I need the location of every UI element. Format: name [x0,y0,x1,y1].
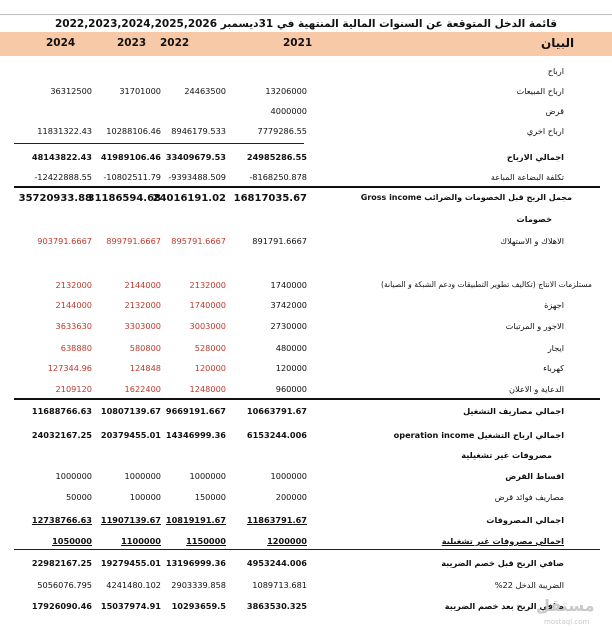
cell-2021: 16817035.67 [233,193,307,204]
header-2023: 2023 [117,37,147,49]
row-separator [14,549,600,550]
row-label: صافي الربح بعد خصم الضريبة [444,601,564,611]
column-header-row [0,32,612,56]
cell-2021: 2730000 [270,321,307,331]
cell-2023: 2144000 [124,280,161,290]
row-label: مجمل الربح قبل الخصومات والضرائب Gross income [360,193,572,202]
cell-2023: 899791.6667 [106,236,161,246]
row-label: مستلزمات الانتاج (تكاليف تطوير التطبيقات ودعم الشبكة و الصيانة) [380,280,592,289]
cell-2022: 1248000 [189,384,226,394]
cell-2022: 10293659.5 [171,601,226,611]
cell-2024: 22982167.25 [31,558,92,568]
cell-2024: 1050000 [52,536,92,546]
row-label: قرض [545,106,564,116]
cell-2024: 50000 [65,492,92,502]
row-label: خصومات [516,214,552,224]
cell-2024: 127344.96 [47,363,92,373]
cell-2021: -8168250.878 [249,172,307,182]
cell-2024: 36312500 [50,86,92,96]
cell-2022: 33409679.53 [165,152,226,162]
row-label: صافي الربح قبل خصم الضريبة [441,558,564,568]
cell-2024: 903791.6667 [37,236,92,246]
cell-2021: 13206000 [265,86,307,96]
cell-2022: 1740000 [189,300,226,310]
cell-2021: 1000000 [270,471,307,481]
cell-2024: 5056076.795 [37,580,92,590]
cell-2022: 2132000 [189,280,226,290]
row-label: اجمالي مصاريف التشغيل [463,406,564,416]
cell-2023: 31701000 [119,86,161,96]
row-label: اجهزة [544,300,564,310]
cell-2021: 480000 [275,343,307,353]
row-label: كهرباء [543,363,564,373]
row-label: اجمالي ارباح التشغيل operation income [393,430,564,440]
cell-2023: 20379455.01 [100,430,161,440]
cell-2023: 1000000 [124,471,161,481]
cell-2022: 8946179.533 [171,126,226,136]
row-label: اجمالي المصروفات [486,515,564,525]
row-label: تكلفة البضاعة المباعة [490,172,564,182]
cell-2021: 891791.6667 [252,236,307,246]
cell-2023: 10288106.46 [106,126,161,136]
cell-2023: 100000 [129,492,161,502]
row-label: مصاريف فوائد قرض [494,492,564,502]
cell-2021: 7779286.55 [257,126,307,136]
cell-2024: 1000000 [55,471,92,481]
cell-2021: 120000 [275,363,307,373]
cell-2022: 120000 [194,363,226,373]
cell-2024: 2144000 [55,300,92,310]
row-separator [14,186,600,188]
cell-2023: -10802511.79 [103,172,161,182]
header-label: البيان [541,36,575,50]
cell-2022: 1000000 [189,471,226,481]
cell-2022: 528000 [194,343,226,353]
cell-2023: 11907139.67 [100,515,161,525]
cell-2024: 17926090.46 [31,601,92,611]
cell-2022: -9393488.509 [168,172,226,182]
cell-2024: 12738766.63 [31,515,92,525]
cell-2023: 124848 [129,363,161,373]
header-2024: 2024 [46,37,76,49]
cell-2023: 10807139.67 [100,406,161,416]
cell-2021: 4953244.006 [246,558,307,568]
cell-2023: 580800 [129,343,161,353]
row-label: الضريبة الدخل 22% [494,580,564,590]
cell-2021: 1200000 [267,536,307,546]
row-label: الاهلاك و الاستهلاك [500,236,564,246]
cell-2022: 3003000 [189,321,226,331]
cell-2023: 41989106.46 [100,152,161,162]
cell-2022: 1150000 [186,536,226,546]
cell-2022: 14346999.36 [165,430,226,440]
cell-2024: -12422888.55 [34,172,92,182]
cell-2021: 960000 [275,384,307,394]
cell-2021: 10663791.67 [246,406,307,416]
row-label: اجمالي الارباح [506,152,564,162]
cell-2024: 638880 [60,343,92,353]
cell-2024: 11688766.63 [31,406,92,416]
cell-2021: 200000 [275,492,307,502]
cell-2022: 150000 [194,492,226,502]
cell-2024: 3633630 [55,321,92,331]
row-label: مصروفات غير تشغيلية [461,450,552,460]
cell-2024: 48143822.43 [31,152,92,162]
cell-2023: 2132000 [124,300,161,310]
cell-2022: 24463500 [184,86,226,96]
cell-2021: 6153244.006 [246,430,307,440]
cell-2024: 24032167.25 [31,430,92,440]
cell-2021: 3863530.325 [246,601,307,611]
cell-2022: 10819191.67 [165,515,226,525]
cell-2024: 2109120 [55,384,92,394]
cell-2023: 3303000 [124,321,161,331]
cell-2023: 1622400 [124,384,161,394]
cell-2022: 895791.6667 [171,236,226,246]
cell-2024: 2132000 [55,280,92,290]
cell-2021: 1740000 [270,280,307,290]
row-label: ارباح اخري [526,126,564,136]
statement-title [0,14,612,34]
row-label: اجمالي مصروفات غير تشغيلية [441,536,564,546]
row-label: الاجور و المرتبات [505,321,564,331]
cell-2022: 24016191.02 [152,193,226,204]
cell-2022: 9669191.667 [165,406,226,416]
cell-2024: 35720933.88 [18,193,92,204]
mostaql-watermark-logo: مستقل [536,596,595,615]
cell-2023: 31186594.68 [87,193,161,204]
cell-2021: 4000000 [270,106,307,116]
cell-2022: 2903339.858 [171,580,226,590]
cell-2021: 24985286.55 [246,152,307,162]
row-separator [14,398,600,400]
row-label: ايجار [547,343,564,353]
row-label: ارباح المبيعات [516,86,564,96]
cell-2022: 13196999.36 [165,558,226,568]
cell-2021: 11863791.67 [246,515,307,525]
row-separator [14,143,304,144]
cell-2021: 3742000 [270,300,307,310]
statement-title-text: قائمة الدخل المتوقعة عن السنوات المالية المنتهية في 31ديسمبر 2022,2023,2024,2025,2026 [54,18,558,30]
cell-2023: 4241480.102 [106,580,161,590]
row-label: الدعاية و الاعلان [508,384,564,394]
cell-2023: 19279455.01 [100,558,161,568]
cell-2021: 1089713.681 [252,580,307,590]
row-label: اقساط القرض [505,471,564,481]
header-2021: 2021 [283,37,313,49]
cell-2023: 15037974.91 [100,601,161,611]
cell-2023: 1100000 [121,536,161,546]
header-2022: 2022 [160,37,190,49]
row-label: ارباح [547,66,564,76]
mostaql-watermark-url: mostaql.com [544,618,590,626]
cell-2024: 11831322.43 [37,126,92,136]
